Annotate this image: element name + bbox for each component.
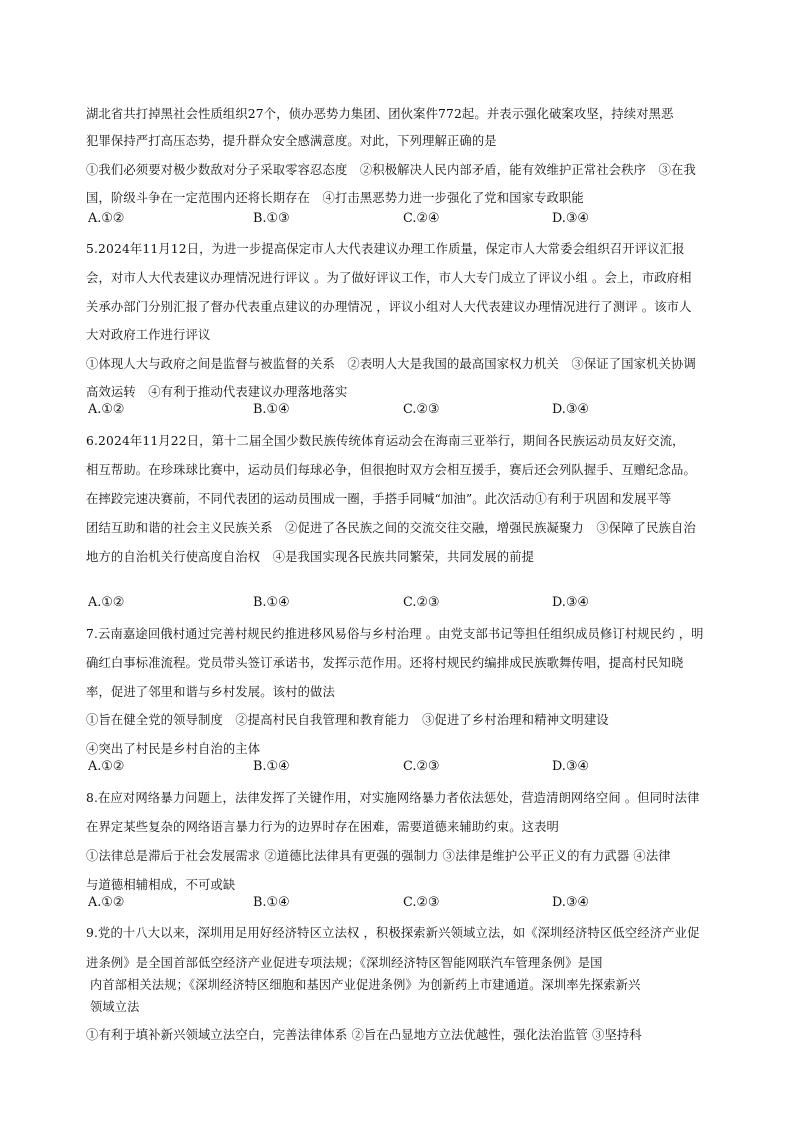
q9-line-3: 内首部相关法规；《深圳经济特区细胞和基因产业促进条例》为创新药上市建通道。深圳率先探索新兴	[90, 978, 641, 992]
q5-choice-d[interactable]: D.③④	[552, 402, 589, 417]
q7-choice-a[interactable]: A.①②	[88, 759, 125, 774]
q8-line-1: 8.在应对网络暴力问题上，法律发挥了关键作用，对实施网络暴力者依法惩处，营造清朗网络空间 。但同时法律	[86, 791, 700, 805]
q7-options-line-2: ④突出了村民是乡村自治的主体	[86, 742, 261, 756]
q6-line-3: 在摔跤完速决赛前，不同代表团的运动员围成一圈，手搭手同喊“加油”。此次活动①有利于巩固和发展平等	[86, 492, 672, 506]
q5-line-3: 关承办部门分别汇报了督办代表重点建议的办理情况 ，评议小组对人大代表建议办理情况进行了测评 。该市人	[86, 300, 692, 314]
q8-options-line-2: 与道德相辅相成，不可或缺	[86, 878, 236, 892]
q4-options-line-1: ①我们必须要对极少数敌对分子采取零容忍态度 ②积极解决人民内部矛盾，能有效维护正常社会秩序 ③在我	[86, 163, 696, 177]
q8-choice-a[interactable]: A.①②	[88, 895, 125, 910]
q4-line-1: 湖北省共打掉黑社会性质组织27个，侦办恶势力集团、团伙案件772起。并表示强化破案攻坚，持续对黑恶	[86, 107, 674, 121]
q6-line-2: 相互帮助。在珍珠球比赛中，运动员们每球必争，但很抱时双方会相互援手，赛后还会列队握手、互赠纪念品。	[86, 463, 696, 477]
q8-choice-d[interactable]: D.③④	[552, 895, 589, 910]
q4-options-line-2: 国，阶级斗争在一定范围内还将长期存在 ④打击黑恶势力进一步强化了党和国家专政职能	[86, 191, 584, 205]
q6-line-4: 团结互助和谐的社会主义民族关系 ②促进了各民族之间的交流交往交融，增强民族凝聚力 ③保障了民族自治	[86, 521, 696, 535]
q8-options-line-1: ①法律总是滞后于社会发展需求 ②道德比法律具有更强的强制力 ③法律是维护公平正义的有力武器 ④法律	[86, 849, 671, 863]
q9-line-2: 进条例》是全国首部低空经济产业促进专项法规；《深圳经济特区智能网联汽车管理条例》是国	[86, 956, 603, 970]
q7-choice-c[interactable]: C.②③	[403, 759, 440, 774]
q4-choice-c[interactable]: C.②④	[403, 211, 440, 226]
q6-choice-c[interactable]: C.②③	[403, 595, 440, 610]
q9-line-4: 领域立法	[90, 1000, 140, 1014]
q5-choice-c[interactable]: C.②③	[403, 402, 440, 417]
q4-choice-a[interactable]: A.①②	[88, 211, 125, 226]
q7-line-3: 率，促进了邻里和谐与乡村发展。该村的做法	[86, 685, 335, 699]
q6-choice-a[interactable]: A.①②	[88, 595, 125, 610]
q6-choice-d[interactable]: D.③④	[552, 595, 589, 610]
q8-choice-c[interactable]: C.②③	[403, 895, 440, 910]
q7-options-line-1: ①旨在健全党的领导制度 ②提高村民自我管理和教育能力 ③促进了乡村治理和精神文明建设	[86, 713, 609, 727]
q5-choice-a[interactable]: A.①②	[88, 402, 125, 417]
q5-line-4: 大对政府工作进行评议	[86, 328, 211, 342]
q4-choice-b[interactable]: B.①③	[253, 211, 290, 226]
q7-choice-d[interactable]: D.③④	[552, 759, 589, 774]
q6-line-1: 6.2024年11月22日，第十二届全国少数民族传统体育运动会在海南三亚举行，期间各民族运动员友好交流，	[86, 434, 685, 448]
q6-choice-b[interactable]: B.①④	[253, 595, 290, 610]
q5-options-line-2: 高效运转 ④有利于推动代表建议办理落地落实	[86, 385, 348, 399]
q5-options-line-1: ①体现人大与政府之间是监督与被监督的关系 ②表明人大是我国的最高国家权力机关 ③保证了国家机关协调	[86, 357, 696, 371]
q8-choice-b[interactable]: B.①④	[253, 895, 290, 910]
q5-choice-b[interactable]: B.①④	[253, 402, 290, 417]
q8-line-2: 在界定某些复杂的网络语言暴力行为的边界时存在困难，需要道德来辅助约束。这表明	[86, 820, 559, 834]
q7-choice-b[interactable]: B.①④	[253, 759, 290, 774]
q5-line-1: 5.2024年11月12日，为进一步提高保定市人大代表建议办理工作质量，保定市人大常委会组织召开评议汇报	[86, 242, 685, 256]
q6-line-5: 地方的自治机关行使高度自治权 ④是我国实现各民族共同繁荣，共同发展的前提	[86, 550, 535, 564]
q4-choice-d[interactable]: D.③④	[552, 211, 589, 226]
q5-line-2: 会，对市人大代表建议办理情况进行评议 。为了做好评议工作，市人大专门成立了评议小组 。会上，市政府相	[86, 271, 692, 285]
q9-line-1: 9.党的十八大以来，深圳用足用好经济特区立法权 ，积极探索新兴领域立法，如《深圳经济特区低空经济产业促	[86, 926, 700, 940]
q7-line-1: 7.云南嘉途回俄村通过完善村规民约推进移风易俗与乡村治理 。由党支部书记等担任组织成员修订村规民约 ，明	[86, 627, 704, 641]
q7-line-2: 确红白事标准流程。党员带头签订承诺书，发挥示范作用。还将村规民约编排成民族歌舞传唱，提高村民知晓	[86, 656, 684, 670]
q4-line-2: 犯罪保持严打高压态势，提升群众安全感满意度。对此，下列理解正确的是	[86, 134, 497, 148]
q9-options-line-1: ①有利于填补新兴领域立法空白，完善法律体系 ②旨在凸显地方立法优越性，强化法治监管 ③坚持科	[86, 1028, 642, 1042]
